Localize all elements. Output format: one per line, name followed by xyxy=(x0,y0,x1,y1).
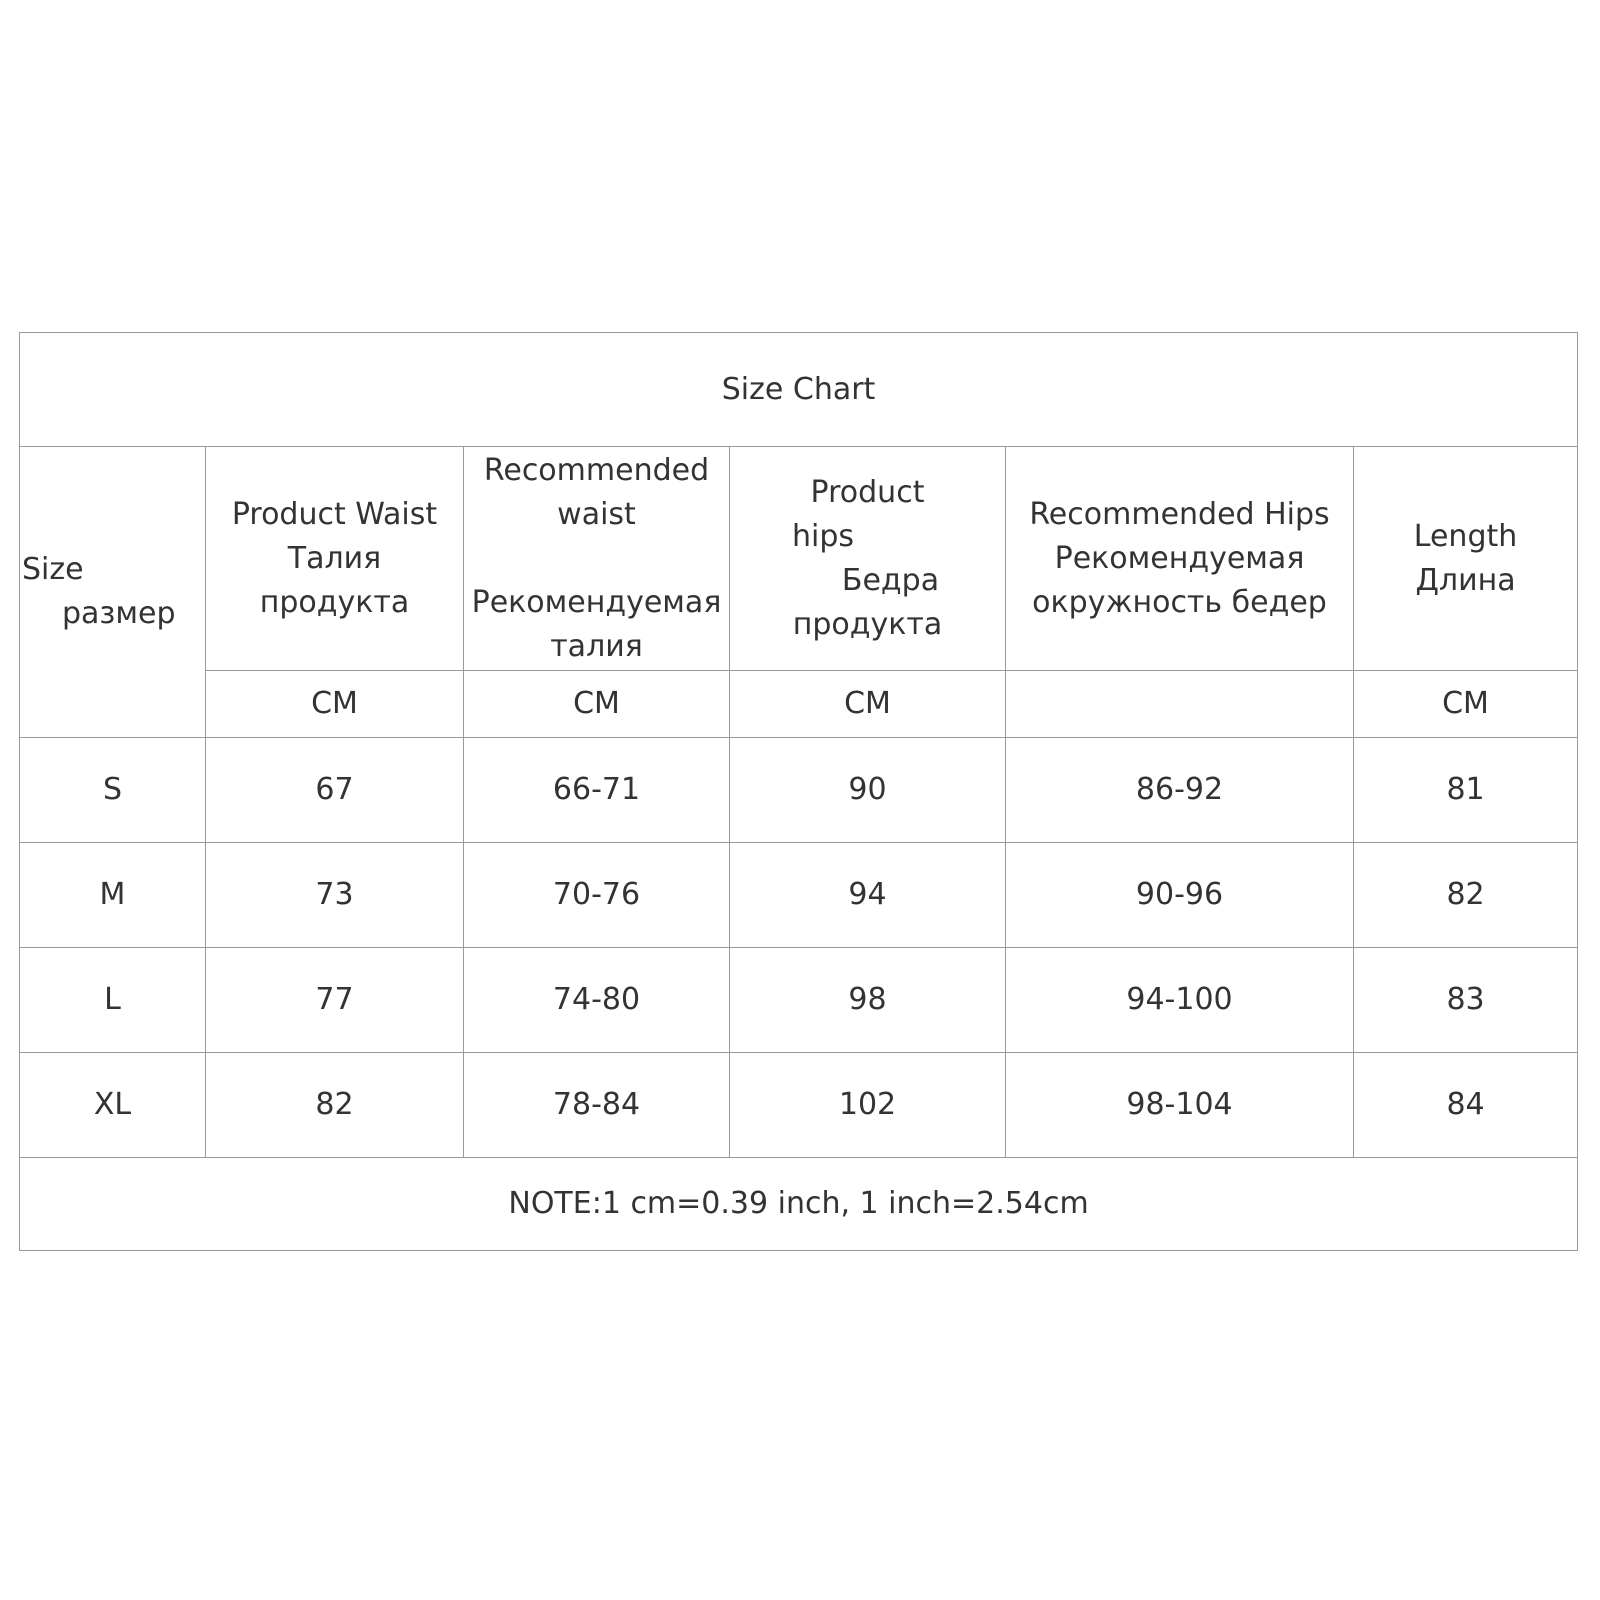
note-row xyxy=(20,1158,1578,1251)
header-recommended-hips-line1: Recommended Hips xyxy=(1029,496,1330,532)
table-row xyxy=(20,843,1578,948)
header-length-line2: Длина xyxy=(1415,562,1516,598)
header-product-hips-line4: продукта xyxy=(792,606,943,642)
table-cell: 67 xyxy=(206,738,464,843)
table-cell: 94 xyxy=(730,843,1006,948)
header-recommended-waist-line2: waist xyxy=(557,496,636,532)
size-chart-sheet xyxy=(19,332,1577,1251)
table-row xyxy=(20,948,1578,1053)
table-cell: 86-92 xyxy=(1006,738,1354,843)
table-cell: 70-76 xyxy=(464,843,730,948)
header-product-hips-line2: hips xyxy=(792,518,855,554)
unit-cell: CM xyxy=(1354,671,1578,738)
table-cell: 102 xyxy=(730,1053,1006,1158)
header-length xyxy=(1354,447,1578,671)
header-size-en: Size xyxy=(22,552,84,587)
table-cell: 83 xyxy=(1354,948,1578,1053)
table-cell: 66-71 xyxy=(464,738,730,843)
header-recommended-hips xyxy=(1006,447,1354,671)
conversion-note: NOTE:1 cm=0.39 inch, 1 inch=2.54cm xyxy=(20,1158,1578,1251)
table-cell: 90-96 xyxy=(1006,843,1354,948)
table-cell: 73 xyxy=(206,843,464,948)
header-recommended-waist-line3: Рекомендуемая xyxy=(471,584,722,620)
header-row xyxy=(20,447,1578,671)
unit-row xyxy=(20,671,1578,738)
table-cell: 98-104 xyxy=(1006,1053,1354,1158)
unit-cell: CM xyxy=(464,671,730,738)
table-cell: 98 xyxy=(730,948,1006,1053)
header-product-waist-line2: Талия xyxy=(287,540,382,576)
size-chart-table xyxy=(19,332,1578,1251)
table-cell: 78-84 xyxy=(464,1053,730,1158)
table-cell: 81 xyxy=(1354,738,1578,843)
table-cell: 74-80 xyxy=(464,948,730,1053)
size-label: M xyxy=(20,843,206,948)
header-recommended-waist xyxy=(464,447,730,671)
table-cell: 90 xyxy=(730,738,1006,843)
header-size-ru: размер xyxy=(62,596,176,631)
header-recommended-hips-line3: окружность бедер xyxy=(1032,584,1327,620)
table-cell: 82 xyxy=(1354,843,1578,948)
size-label: L xyxy=(20,948,206,1053)
header-gap xyxy=(464,537,729,581)
table-cell: 84 xyxy=(1354,1053,1578,1158)
header-product-hips-line3: Бедра xyxy=(841,562,940,598)
size-label: S xyxy=(20,738,206,843)
table-row xyxy=(20,1053,1578,1158)
header-product-waist-line1: Product Waist xyxy=(231,496,438,532)
header-recommended-hips-line2: Рекомендуемая xyxy=(1054,540,1305,576)
header-product-hips-line1: Product xyxy=(810,474,925,510)
header-recommended-waist-line1: Recommended xyxy=(483,452,710,488)
unit-cell xyxy=(1006,671,1354,738)
header-product-hips xyxy=(730,447,1006,671)
table-cell: 82 xyxy=(206,1053,464,1158)
header-recommended-waist-line4: талия xyxy=(550,628,643,664)
table-cell: 94-100 xyxy=(1006,948,1354,1053)
header-length-line1: Length xyxy=(1413,518,1518,554)
size-label: XL xyxy=(20,1053,206,1158)
header-product-waist-line3: продукта xyxy=(259,584,410,620)
header-size xyxy=(20,447,206,738)
table-cell: 77 xyxy=(206,948,464,1053)
chart-title: Size Chart xyxy=(20,333,1578,447)
unit-cell: CM xyxy=(730,671,1006,738)
header-product-waist xyxy=(206,447,464,671)
title-row xyxy=(20,333,1578,447)
unit-cell: CM xyxy=(206,671,464,738)
table-row xyxy=(20,738,1578,843)
